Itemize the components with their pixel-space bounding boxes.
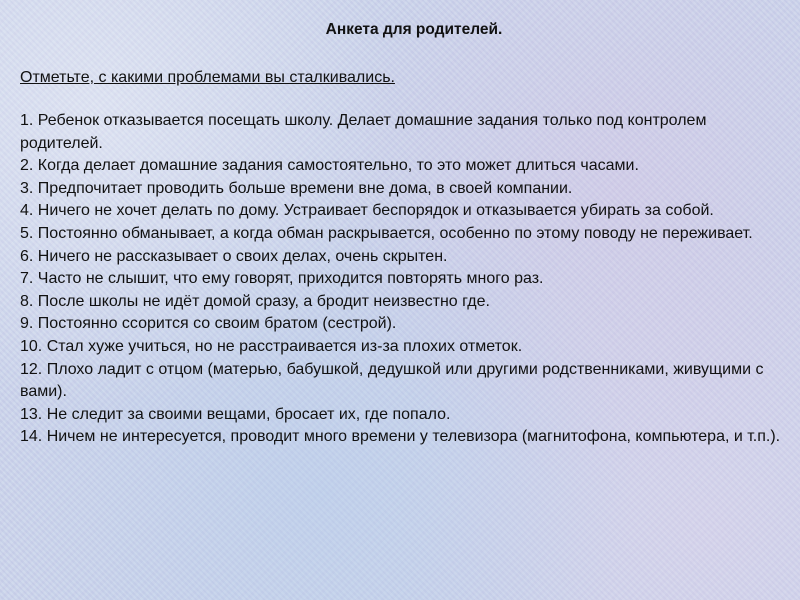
- problem-item-9: 9. Постоянно ссорится со своим братом (сестрой).: [20, 315, 397, 333]
- problem-item-10: 10. Стал хуже учиться, но не расстраивается из-за плохих отметок.: [20, 337, 523, 355]
- problem-item-6: 6. Ничего не рассказывает о своих делах, очень скрытен.: [20, 247, 448, 265]
- document-subtitle: Отметьте, с какими проблемами вы сталкивались.: [20, 69, 395, 86]
- problem-item-12: 12. Плохо ладит с отцом (матерью, бабушкой, дедушкой или другими родственниками, живущими с вами).: [20, 360, 764, 401]
- problem-item-14: 14. Ничем не интересуется, проводит много времени у телевизора (магнитофона, компьютера, и т.п.).: [20, 428, 781, 446]
- problem-item-1: 1. Ребенок отказывается посещать школу. Делает домашние задания только под контролем родителей.: [20, 112, 707, 152]
- problem-item-3: 3. Предпочитает проводить больше времени вне дома, в своей компании.: [20, 179, 573, 197]
- problem-item-8: 8. После школы не идёт домой сразу, а бродит неизвестно где.: [20, 292, 490, 310]
- problem-item-7: 7. Часто не слышит, что ему говорят, приходится повторять много раз.: [20, 270, 544, 288]
- problem-item-13: 13. Не следит за своими вещами, бросает их, где попало.: [20, 405, 451, 423]
- problem-item-2: 2. Когда делает домашние задания самостоятельно, то это может длиться часами.: [20, 157, 639, 175]
- problem-item-5: 5. Постоянно обманывает, а когда обман раскрывается, особенно по этому поводу не переживает.: [20, 224, 753, 242]
- document-title: Анкета для родителей.: [325, 21, 503, 38]
- problem-list: [20, 110, 790, 449]
- problem-item-4: 4. Ничего не хочет делать по дому. Устраивает беспорядок и отказывается убирать за собой.: [20, 202, 714, 220]
